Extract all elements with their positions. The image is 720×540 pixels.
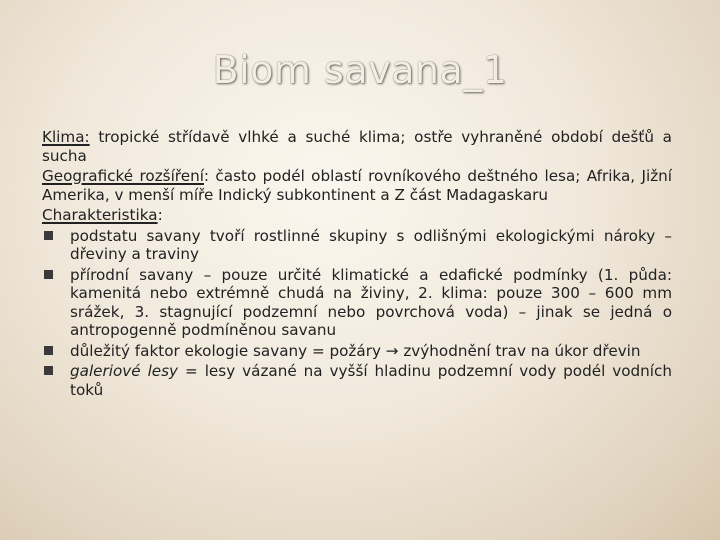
slide-content xyxy=(42,128,672,401)
geography-paragraph xyxy=(42,167,672,204)
climate-text: tropické střídavě vlhké a suché klima; ostře vyhraněné období dešťů a sucha xyxy=(42,128,672,165)
list-item: přírodní savany – pouze určité klimatické a edafické podmínky (1. půda: kamenitá nebo extrémně chudá na živiny, 2. klima: pouze 300 – 600 mm srážek, 3. stagnující podzemní nebo povrchová voda) – jinak se jedná o antropogenně podmíněnou savanu xyxy=(42,266,672,340)
square-bullet-icon xyxy=(44,270,53,279)
characteristics-heading: Charakteristika: xyxy=(42,206,163,224)
characteristics-list xyxy=(42,227,672,400)
geography-label: Geografické rozšíření xyxy=(42,167,204,185)
square-bullet-icon xyxy=(44,366,53,375)
gallery-forest-term: galeriové lesy xyxy=(70,362,179,380)
climate-paragraph xyxy=(42,128,672,165)
list-item: podstatu savany tvoří rostlinné skupiny s odlišnými ekologickými nároky – dřeviny a traviny xyxy=(42,227,672,264)
slide-title: Biom savana_1 xyxy=(212,48,508,92)
climate-label: Klima: xyxy=(42,128,90,146)
square-bullet-icon xyxy=(44,346,53,355)
square-bullet-icon xyxy=(44,231,53,240)
list-item: galeriové lesy = lesy vázané na vyšší hladinu podzemní vody podél vodních toků xyxy=(42,362,672,399)
list-item: důležitý faktor ekologie savany = požáry → zvýhodnění trav na úkor dřevin xyxy=(42,342,672,361)
characteristics-label: Charakteristika xyxy=(42,206,158,224)
geography-text: : často podél oblastí rovníkového deštného lesa; Afrika, Jižní Amerika, v menší míře Indický subkontinent a Z část Madagaskaru xyxy=(42,167,673,204)
